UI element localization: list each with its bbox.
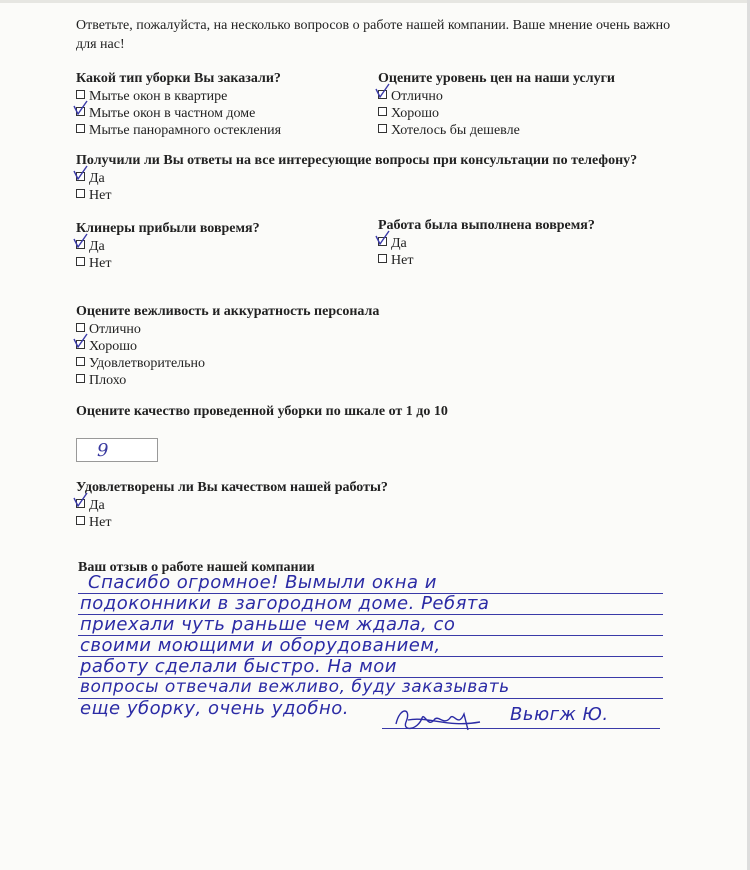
check-mark-icon [73, 165, 89, 183]
option[interactable]: Нет [76, 255, 260, 272]
score-value: 9 [97, 440, 109, 461]
question-politeness [76, 303, 379, 389]
feedback-text-line: приехали чуть раньше чем ждала, со [80, 614, 456, 635]
page-top-edge [0, 0, 750, 3]
survey-intro: Ответьте, пожалуйста, на несколько вопросов о работе нашей компании. Ваше мнение очень важно для нас! [76, 18, 671, 52]
question-work-on-time [378, 217, 595, 269]
check-mark-icon [375, 83, 391, 101]
checkbox[interactable] [76, 257, 85, 266]
checkbox[interactable] [76, 124, 85, 133]
option[interactable]: Отлично [76, 321, 379, 338]
checkbox[interactable] [76, 90, 85, 99]
option[interactable]: Нет [76, 187, 637, 204]
check-mark-icon [73, 233, 89, 251]
question-cleaning-type [76, 70, 281, 139]
option[interactable]: Хотелось бы дешевле [378, 122, 615, 139]
option-selected[interactable]: Да [76, 170, 637, 187]
question-title: Удовлетворены ли Вы качеством нашей работы? [76, 480, 388, 495]
question-cleaners-on-time [76, 220, 260, 272]
question-title: Получили ли Вы ответы на все интересующие вопросы при консультации по телефону? [76, 153, 638, 168]
question-title: Клинеры прибыли вовремя? [76, 221, 260, 236]
feedback-text-line: работу сделали быстро. На мои [80, 656, 397, 677]
feedback-title: Ваш отзыв о работе нашей компании [78, 560, 315, 575]
feedback-text-line: своими моющими и оборудованием, [80, 635, 441, 656]
feedback-text-line: Спасибо огромное! Вымыли окна и [88, 572, 437, 593]
feedback-text-line: еще уборку, очень удобно. [80, 698, 350, 719]
option-selected[interactable]: Да [76, 497, 388, 514]
question-title: Работа была выполнена вовремя? [378, 218, 595, 233]
option-selected[interactable]: Хорошо [76, 338, 379, 355]
checkbox[interactable] [76, 323, 85, 332]
option[interactable]: Мытье окон в квартире [76, 88, 281, 105]
score-input[interactable] [76, 438, 158, 462]
question-title: Оцените качество проведенной уборки по шкале от 1 до 10 [76, 404, 448, 419]
question-phone-consultation [76, 152, 637, 204]
feedback-text-line: подоконники в загородном доме. Ребята [80, 593, 490, 614]
check-mark-icon [375, 230, 391, 248]
option-selected[interactable]: Да [76, 238, 260, 255]
check-mark-icon [73, 492, 89, 510]
option-selected[interactable]: Да [378, 235, 595, 252]
option[interactable]: Хорошо [378, 105, 615, 122]
question-satisfied [76, 479, 388, 531]
checkbox[interactable] [76, 516, 85, 525]
signature-scribble [388, 700, 488, 740]
option[interactable]: Нет [76, 514, 388, 531]
checkbox[interactable] [76, 357, 85, 366]
feedback-text-line: вопросы отвечали вежливо, буду заказывать [80, 677, 510, 697]
option-selected[interactable]: Мытье окон в частном доме [76, 105, 281, 122]
option-selected[interactable]: Отлично [378, 88, 615, 105]
question-title: Какой тип уборки Вы заказали? [76, 71, 281, 86]
signature-name: Вьюгж Ю. [510, 704, 609, 725]
check-mark-icon [73, 100, 89, 118]
option[interactable]: Мытье панорамного остекления [76, 122, 281, 139]
checkbox[interactable] [378, 107, 387, 116]
checkbox[interactable] [76, 189, 85, 198]
checkbox[interactable] [378, 254, 387, 263]
question-score [76, 403, 448, 421]
option[interactable]: Нет [378, 252, 595, 269]
checkbox[interactable] [378, 124, 387, 133]
question-title: Оцените вежливость и аккуратность персонала [76, 304, 380, 319]
checkbox[interactable] [76, 374, 85, 383]
option[interactable]: Удовлетворительно [76, 355, 379, 372]
question-title: Оцените уровень цен на наши услуги [378, 71, 616, 86]
check-mark-icon [73, 333, 89, 351]
question-price [378, 70, 615, 139]
option[interactable]: Плохо [76, 372, 379, 389]
